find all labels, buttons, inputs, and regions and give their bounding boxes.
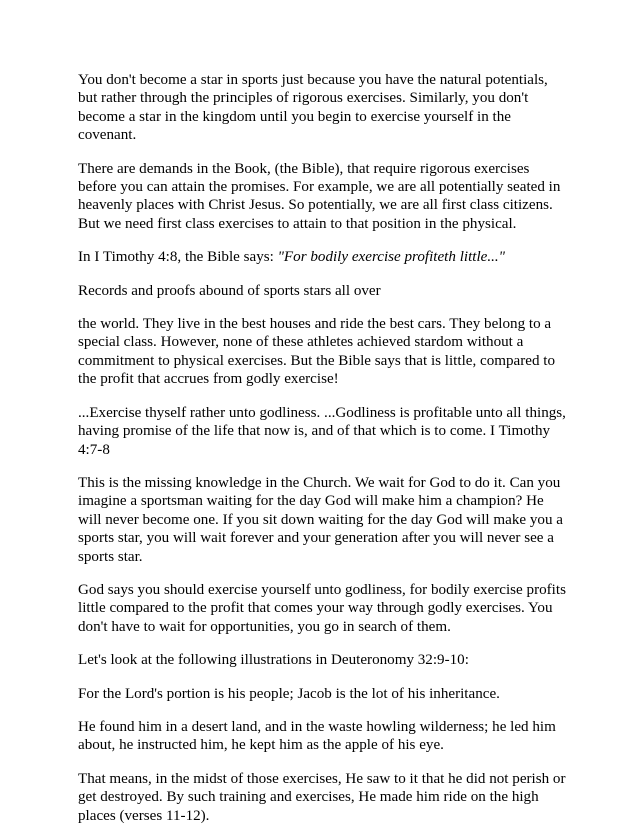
paragraph-god-says: God says you should exercise yourself unto godliness, for bodily exercise profits little compared to the profit that comes your way through godly exercises. You don't have to wait for opportunities, you go in search of them. [78,581,566,635]
paragraph-sports-star: You don't become a star in sports just because you have the natural potentials, but rather through the principles of rigorous exercises. Similarly, you don't become a star in the kingdom until you begin to exercise yourself in the covenant. [78,72,548,144]
paragraph-timothy-quote [78,248,566,266]
paragraph-records-proofs: Records and proofs abound of sports stars all over [78,282,381,299]
document-page [78,71,566,840]
timothy-intro-text: In I Timothy 4:8, the Bible says: [78,249,278,266]
paragraph-missing-knowledge: This is the missing knowledge in the Church. We wait for God to do it. Can you imagine a sportsman waiting for the day God will make him a champion? He will never become one. If you sit down waiting for the day God will make you a sports star, you will wait forever and your generation after you will never see a sports star. [78,474,563,565]
paragraph-deuteronomy-intro: Let's look at the following illustrations in Deuteronomy 32:9-10: [78,652,469,669]
paragraph-demands-bible: There are demands in the Book, (the Bible), that require rigorous exercises before you can attain the promises. For example, we are all potentially seated in heavenly places with Christ Jesus. So potentially, we are all first class citizens. But we need first class exercises to attain to that position in the physical. [78,160,561,232]
paragraph-godliness-verse: ...Exercise thyself rather unto godliness. ...Godliness is profitable unto all things, having promise of the life that now is, and of that which is to come. I Timothy 4:7-8 [78,404,566,458]
paragraph-desert-land: He found him in a desert land, and in the waste howling wilderness; he led him about, he instructed him, he kept him as the apple of his eye. [78,718,556,754]
paragraph-athletes: the world. They live in the best houses and ride the best cars. They belong to a special class. However, none of these athletes achieved stardom without a commitment to physical exercises. But the Bible says that is little, compared to the profit that accrues from godly exercise! [78,316,556,388]
timothy-quote-text: "For bodily exercise profiteth little..." [277,249,506,266]
paragraph-high-places: That means, in the midst of those exercises, He saw to it that he did not perish or get destroyed. By such training and exercises, He made him ride on the high places (verses 11-12). [78,770,566,824]
paragraph-lords-portion: For the Lord's portion is his people; Jacob is the lot of his inheritance. [78,685,500,702]
